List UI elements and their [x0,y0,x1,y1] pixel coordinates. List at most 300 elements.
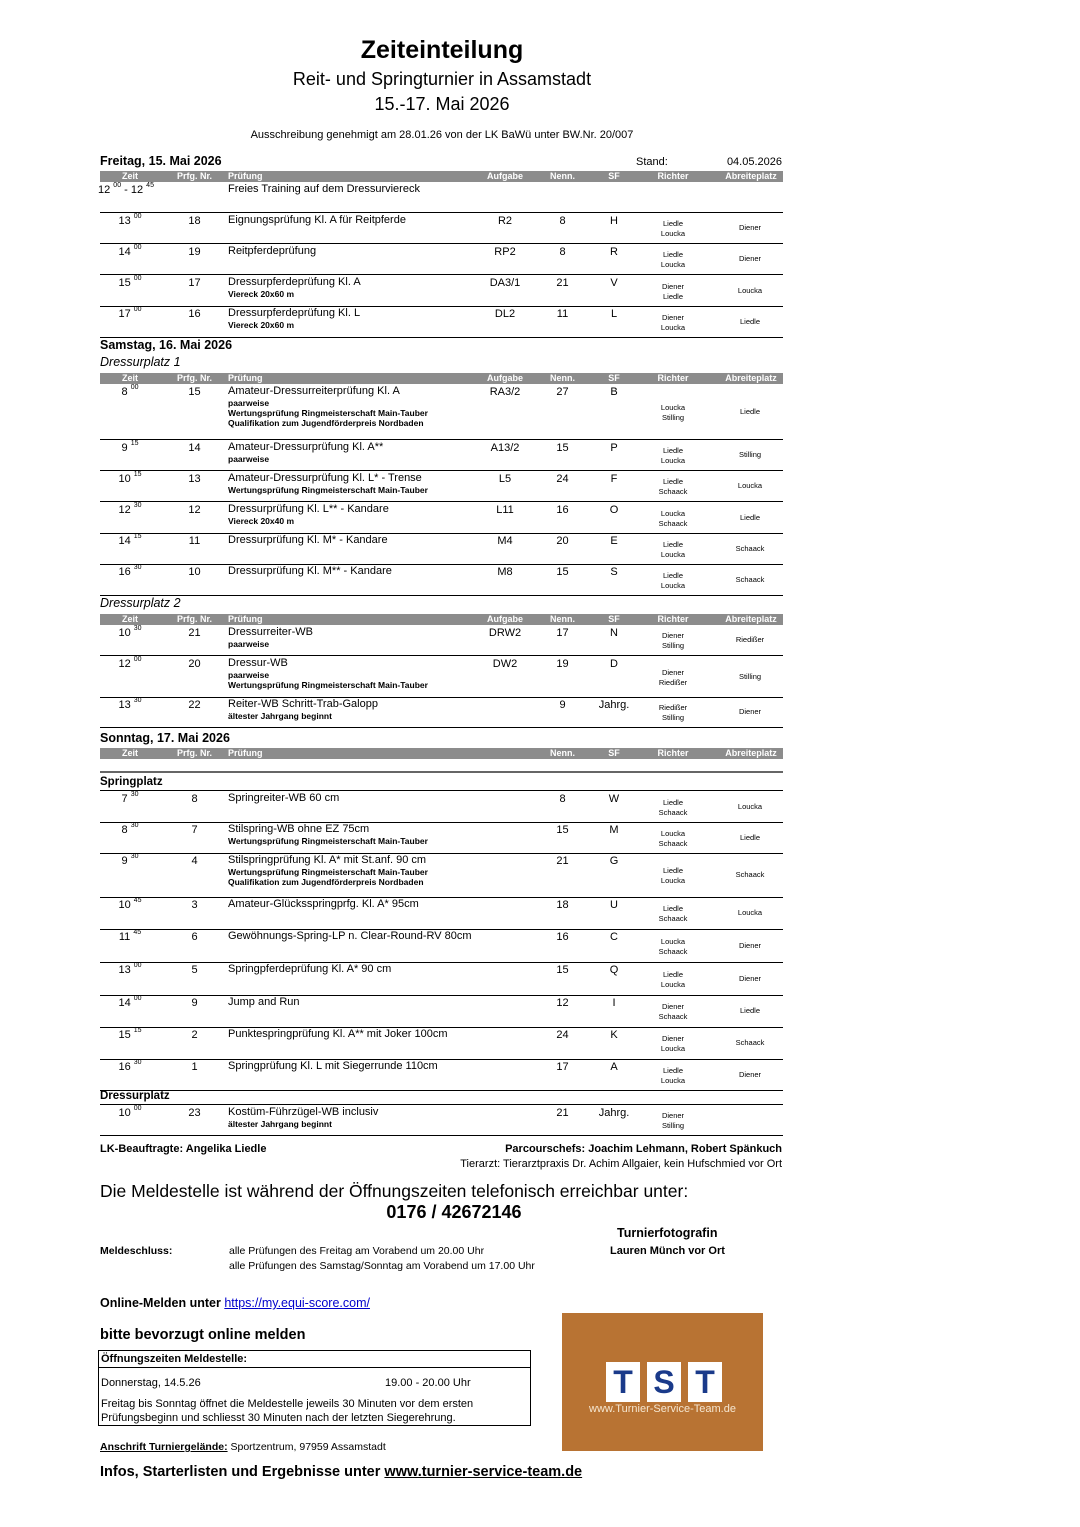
pruefung-note: Wertungsprüfung Ringmeisterschaft Main-Tauber [228,680,428,690]
nennungen: 15 [556,442,569,454]
start-order: F [610,473,618,485]
pruefung-cell [228,698,498,721]
table-row [100,182,783,213]
pruefung-name: Dressurprüfung Kl. M* - Kandare [228,534,388,546]
pruefung-name: Dressurprüfung Kl. L** - Kandare [228,503,389,515]
stand-date: 04.05.2026 [726,156,782,168]
richter: Loucka Schaack [658,828,688,848]
table-row [100,306,783,338]
abreiteplatz: Schaack [735,870,765,879]
pruefung-cell [228,472,498,495]
time-cell: 14 $^{00}$ [118,995,142,1009]
time-cell: 9 $^{15}$ [121,440,139,454]
pruefung-name: Springreiter-WB 60 cm [228,792,340,804]
abreiteplatz: Diener [738,223,762,232]
photographer-name: Lauren Münch vor Ort [610,1245,725,1257]
lk-beauftragte: LK-Beauftragte: Angelika Liedle [100,1143,267,1155]
table-row [100,791,783,823]
time-minutes: 30 [133,564,142,571]
time-minutes: 00 [133,306,142,313]
time-cell: 16 $^{30}$ [118,564,142,578]
infos-line [100,1464,582,1480]
opening-hours-day: Donnerstag, 14.5.26 [101,1377,201,1389]
pruefung-number: 4 [191,855,198,867]
pruefung-number: 5 [191,964,198,976]
table-row [100,929,783,963]
richter: Liedle Loucka [660,866,686,885]
document-title: Zeiteinteilung [360,36,524,64]
pruefung-note: paarweise [228,670,270,680]
table-row [100,502,783,534]
table-row [100,471,783,502]
dressurplatz-sunday-label: Dressurplatz [100,1090,170,1102]
pruefung-number: 20 [188,658,201,670]
pruefung-number: 10 [188,566,201,578]
meldeschluss-label: Meldeschluss: [100,1245,173,1257]
meldeschluss-weekend: alle Prüfungen des Samstag/Sonntag am Vorabend um 17.00 Uhr [229,1260,535,1272]
nennungen: 9 [559,699,566,711]
time-minutes: 30 [130,791,139,798]
start-order: R [610,246,618,258]
abreiteplatz: Riedißer [735,635,765,644]
richter: Riedißer Stilling [658,703,688,722]
table-row [100,962,783,996]
pruefung-cell [228,996,498,1009]
start-order: V [610,277,618,289]
table-row [100,244,783,275]
column-header-sf: SF [608,373,620,383]
nennungen: 15 [556,964,569,976]
nennungen: 16 [556,504,569,516]
time-minutes: 00 [133,962,142,969]
column-header-pr: Prüfung [228,373,263,383]
table-header [100,373,783,384]
richter: Diener Schaack [658,1002,688,1021]
pruefung-cell [228,1060,498,1073]
abreiteplatz: Liedle [739,406,761,416]
column-header-nenn: Nenn. [549,748,575,758]
time-minutes: 00 [133,656,142,663]
meldeschluss-friday: alle Prüfungen des Freitag am Vorabend um 20.00 Uhr [229,1245,485,1257]
table-row [100,1027,783,1060]
pruefung-cell [228,1106,498,1129]
abreiteplatz: Liedle [739,832,761,842]
opening-hours-box [98,1350,531,1426]
time-cell: 12 $^{00}$ - 12 $^{45}$ [98,182,154,196]
start-order: C [610,931,618,943]
pruefung-number: 6 [191,931,198,943]
start-order: L [610,308,618,320]
start-order: Jahrg. [598,1107,630,1119]
time-minutes: 00 [133,213,142,220]
pruefung-cell [228,276,498,299]
nennungen: 18 [556,899,569,911]
pruefung-note: Viereck 20x40 m [228,516,295,526]
column-header-richter: Richter [657,614,689,624]
column-header-zeit: Zeit [121,614,138,624]
pruefung-cell [228,441,498,464]
opening-hours-time: 19.00 - 20.00 Uhr [385,1377,471,1389]
start-order: I [612,997,616,1009]
richter: Loucka Schaack [658,936,688,956]
column-header-sf: SF [608,171,620,181]
pruefung-name: Stilspring-WB ohne EZ 75cm [228,823,370,835]
abreiteplatz: Loucka [737,801,763,811]
time-cell: 11 $^{45}$ [118,929,142,943]
column-header-nr: Prfg. Nr. [176,614,212,624]
pruefung-number: 13 [188,473,201,485]
table-row [100,533,783,565]
aufgabe: DW2 [492,658,518,670]
pruefung-cell [228,1028,498,1041]
table-row [100,656,783,698]
richter: Liedle Schaack [658,797,688,817]
column-header-auf: Aufgabe [487,614,523,624]
table-row [100,822,783,854]
abreiteplatz: Loucka [737,285,763,295]
nennungen: 21 [556,277,569,289]
nennungen: 15 [556,824,569,836]
nennungen: 15 [556,566,569,578]
aufgabe: RP2 [494,246,516,258]
table-row [100,213,783,244]
logo-letter-t2: T [688,1362,722,1402]
pruefung-note: Qualifikation zum Jugendförderpreis Nordbaden [228,418,424,428]
start-order: N [610,627,618,639]
abreiteplatz: Diener [738,254,762,263]
time-minutes: 00 [130,384,139,391]
pruefung-number: 9 [191,997,198,1009]
richter: Diener Stilling [661,1111,685,1130]
pruefung-note: Qualifikation zum Jugendförderpreis Nordbaden [228,877,424,887]
pruefung-number: 7 [191,824,198,836]
time-cell: 9 $^{30}$ [121,853,139,867]
table-row [100,853,783,898]
aufgabe: DA3/1 [489,277,521,289]
prefer-online: bitte bevorzugt online melden [100,1327,306,1343]
richter: Loucka Stilling [660,402,686,422]
pruefung-name: Kostüm-Führzügel-WB inclusiv [228,1106,379,1118]
start-order: Jahrg. [598,699,630,711]
abreiteplatz: Diener [738,707,762,716]
aufgabe: M8 [497,566,513,578]
time-cell: 14 $^{15}$ [118,533,142,547]
venue-address-label: Anschrift Turniergelände: [100,1441,228,1453]
time-minutes: 30 [130,822,139,829]
pruefung-note: Wertungsprüfung Ringmeisterschaft Main-Tauber [228,485,428,495]
time-minutes: 00 [133,244,142,251]
abreiteplatz: Liedle [739,316,761,326]
online-label: Online-Melden unter [100,1296,225,1310]
time-minutes-end: 45 [146,182,154,189]
richter: Liedle Loucka [660,446,686,465]
table-row [100,697,783,728]
pruefung-note: Wertungsprüfung Ringmeisterschaft Main-Tauber [228,867,428,877]
column-header-nr: Prfg. Nr. [176,373,212,383]
table-row [100,1105,783,1136]
infos-label: Infos, Starterlisten und Ergebnisse unter [100,1464,385,1480]
meldestelle-info: Die Meldestelle ist während der Öffnungszeiten telefonisch erreichbar unter: [100,1181,689,1201]
time-cell: 13 $^{30}$ [118,697,142,711]
column-header-sf: SF [608,614,620,624]
pruefung-number: 22 [188,699,201,711]
pruefung-note: ältester Jahrgang beginnt [228,1119,332,1129]
pruefung-number: 15 [188,386,201,398]
aufgabe: DRW2 [488,627,522,639]
pruefung-cell [228,854,498,887]
start-order: M [609,824,619,836]
pruefung-note: Viereck 20x60 m [228,320,295,330]
logo-letter-t1: T [606,1362,640,1402]
richter: Diener Stilling [661,631,685,650]
column-header-pr: Prüfung [228,748,263,758]
logo-letter-s: S [647,1362,681,1402]
richter: Liedle Loucka [660,250,686,269]
richter: Liedle Loucka [660,969,686,989]
photographer-title: Turnierfotografin [617,1226,718,1240]
time-minutes: 00 [133,1105,142,1112]
abreiteplatz: Schaack [735,1038,765,1047]
nennungen: 17 [556,627,569,639]
column-header-pr: Prüfung [228,171,263,181]
online-link[interactable]: https://my.equi-score.com/ [224,1296,370,1310]
pruefung-number: 1 [191,1061,198,1073]
richter: Diener Riedißer [658,667,688,687]
column-header-nenn: Nenn. [549,373,575,383]
nennungen: 24 [556,473,569,485]
time-minutes: 15 [130,440,139,447]
nennungen: 11 [556,308,569,320]
pruefung-cell [228,823,498,846]
pruefung-cell [228,307,498,330]
pruefung-number: 14 [188,442,201,454]
document-dates: 15.-17. Mai 2026 [374,94,510,114]
abreiteplatz: Diener [738,973,762,983]
time-minutes: 15 [133,471,142,478]
column-header-richter: Richter [657,171,689,181]
pruefung-name: Stilspringprüfung Kl. A* mit St.anf. 90 cm [228,854,427,866]
pruefung-cell [228,657,498,690]
start-order: K [610,1029,618,1041]
start-order: S [610,566,618,578]
table-row [100,1059,783,1091]
dressurplatz-2-label: Dressurplatz 2 [100,596,181,610]
pruefung-cell [228,898,498,911]
pruefung-name: Jump and Run [228,996,300,1008]
nennungen: 8 [559,793,566,805]
pruefung-cell [228,214,498,227]
day-title-saturday: Samstag, 16. Mai 2026 [100,338,233,352]
opening-hours-note-2: Prüfungsbeginn und schliesst 30 Minuten nach der letzten Siegerehrung. [101,1412,456,1424]
start-order: H [610,215,618,227]
column-header-abreite: Abreiteplatz [725,614,777,624]
pruefung-number: 2 [191,1029,198,1041]
opening-hours-note-1: Freitag bis Sonntag öffnet die Meldestelle jeweils 30 Minuten vor dem ersten [101,1398,474,1410]
pruefung-note: ältester Jahrgang beginnt [228,711,332,721]
pruefung-cell [228,565,498,578]
time-cell: 8 $^{00}$ [121,384,139,398]
column-header-nenn: Nenn. [549,171,575,181]
abreiteplatz: Diener [738,940,762,950]
time-cell: 7 $^{30}$ [121,791,139,805]
pruefung-name: Freies Training auf dem Dressurviereck [228,183,420,195]
time-cell: 10 $^{00}$ [118,1105,142,1119]
richter: Liedle Schaack [658,904,688,923]
time-cell: 17 $^{00}$ [118,306,142,320]
start-order: P [610,442,618,454]
approval-note: Ausschreibung genehmigt am 28.01.26 von der LK BaWü unter BW.Nr. 20/007 [250,129,634,141]
infos-link[interactable]: www.turnier-service-team.de [384,1464,583,1480]
start-order: G [609,855,619,867]
pruefung-name: Dressurreiter-WB [228,626,313,638]
time-cell: 16 $^{30}$ [118,1059,142,1073]
venue-address-text: Sportzentrum, 97959 Assamstadt [227,1441,386,1453]
richter: Liedle Schaack [658,477,688,496]
table-row [100,625,783,656]
aufgabe: L11 [496,504,514,516]
pruefung-number: 17 [188,277,201,289]
nennungen: 21 [556,1107,569,1119]
start-order: Q [609,964,619,976]
start-order: D [610,658,618,670]
dressurplatz-1-label: Dressurplatz 1 [100,355,181,369]
pruefung-cell [228,534,498,547]
column-header-nr: Prfg. Nr. [176,748,212,758]
springplatz-label: Springplatz [100,776,163,788]
tierarzt: Tierarzt: Tierarztpraxis Dr. Achim Allgaier, kein Hufschmied vor Ort [460,1158,782,1170]
time-minutes: 30 [133,625,142,632]
pruefung-name: Eignungsprüfung Kl. A für Reitpferde [228,214,406,226]
start-order: W [608,793,620,805]
column-header-nenn: Nenn. [549,614,575,624]
time-minutes: 15 [133,533,142,540]
time-cell: 10 $^{15}$ [118,471,142,485]
pruefung-name: Springprüfung Kl. L mit Siegerrunde 110cm [228,1060,438,1072]
pruefung-number: 3 [191,899,198,911]
nennungen: 16 [556,931,569,943]
table-row [100,897,783,930]
richter: Loucka Schaack [658,508,688,528]
pruefung-note: paarweise [228,639,270,649]
pruefung-note: Wertungsprüfung Ringmeisterschaft Main-Tauber [228,836,428,846]
nennungen: 27 [556,386,569,398]
pruefung-name: Reiter-WB Schritt-Trab-Galopp [228,698,378,710]
column-header-pr: Prüfung [228,614,263,624]
time-cell: 15 $^{00}$ [118,275,142,289]
time-cell: 12 $^{30}$ [118,502,142,516]
nennungen: 20 [556,535,569,547]
nennungen: 8 [559,246,566,258]
nennungen: 21 [556,855,569,867]
pruefung-note: paarweise [228,398,270,408]
pruefung-name: Amateur-Dressurreiterprüfung Kl. A [228,385,400,397]
column-header-abreite: Abreiteplatz [725,373,777,383]
abreiteplatz: Schaack [735,543,765,553]
abreiteplatz: Liedle [739,512,761,522]
table-row [100,995,783,1028]
nennungen: 19 [556,658,569,670]
abreiteplatz: Schaack [735,574,765,584]
richter: Liedle Loucka [660,1065,686,1085]
pruefung-cell [228,503,498,526]
pruefung-cell [228,963,498,976]
pruefung-number: 11 [188,535,201,547]
day-title-friday: Freitag, 15. Mai 2026 [100,154,222,168]
opening-hours-title: Öffnungszeiten Meldestelle: [101,1353,248,1365]
phone-number: 0176 / 42672146 [386,1202,522,1222]
richter: Diener Loucka [660,312,686,332]
pruefung-name: Reitpferdeprüfung [228,245,317,257]
pruefung-cell [228,626,498,649]
tst-logo [562,1313,763,1451]
online-melden [100,1296,370,1310]
table-row [100,564,783,596]
abreiteplatz: Stilling [738,450,762,459]
column-header-zeit: Zeit [121,171,138,181]
start-order: U [610,899,618,911]
column-header-abreite: Abreiteplatz [725,748,777,758]
richter: Diener Loucka [660,1034,686,1053]
abreiteplatz: Loucka [737,908,763,917]
time-minutes: 30 [133,502,142,509]
pruefung-name: Dressurpferdeprüfung Kl. L [228,307,361,319]
column-header-auf: Aufgabe [487,171,523,181]
pruefung-name: Dressur-WB [228,657,288,669]
time-cell: 10 $^{30}$ [118,625,142,639]
pruefung-number: 19 [188,246,201,258]
table-header [100,748,783,759]
venue-address [100,1441,386,1453]
time-cell: 13 $^{00}$ [118,962,142,976]
pruefung-name: Springpferdeprüfung Kl. A* 90 cm [228,963,392,975]
aufgabe: M4 [497,535,513,547]
pruefung-name: Amateur-Dressurprüfung Kl. L* - Trense [228,472,422,484]
pruefung-name: Amateur-Glücksspringprfg. Kl. A* 95cm [228,898,419,910]
pruefung-cell [228,245,498,258]
nennungen: 8 [559,215,566,227]
time-minutes: 00 [113,182,122,189]
nennungen: 17 [556,1061,569,1073]
pruefung-number: 16 [188,308,201,320]
abreiteplatz: Liedle [739,1006,761,1015]
logo-url: www.Turnier-Service-Team.de [589,1403,736,1415]
table-row [100,275,783,307]
time-minutes: 30 [133,697,142,704]
document-subtitle: Reit- und Springturnier in Assamstadt [292,69,592,89]
pruefung-number: 23 [188,1107,201,1119]
aufgabe: DL2 [494,308,516,320]
column-header-abreite: Abreiteplatz [725,171,777,181]
column-header-auf: Aufgabe [487,373,523,383]
pruefung-name: Dressurprüfung Kl. M** - Kandare [228,565,392,577]
time-minutes: 45 [133,897,142,904]
time-cell: 14 $^{00}$ [118,244,142,258]
pruefung-note: Viereck 20x60 m [228,289,295,299]
time-cell: 13 $^{00}$ [118,213,142,227]
time-cell: 12 $^{00}$ [118,656,142,670]
column-header-sf: SF [608,748,620,758]
time-minutes: 00 [133,995,142,1002]
pruefung-name: Amateur-Dressurprüfung Kl. A** [228,441,384,453]
pruefung-name: Gewöhnungs-Spring-LP n. Clear-Round-RV 80cm [228,930,472,942]
table-header [100,614,783,625]
nennungen: 24 [556,1029,569,1041]
aufgabe: A13/2 [490,442,520,454]
pruefung-number: 18 [188,215,201,227]
aufgabe: L5 [498,473,512,485]
time-minutes: 00 [133,275,142,282]
pruefung-cell [228,385,498,428]
